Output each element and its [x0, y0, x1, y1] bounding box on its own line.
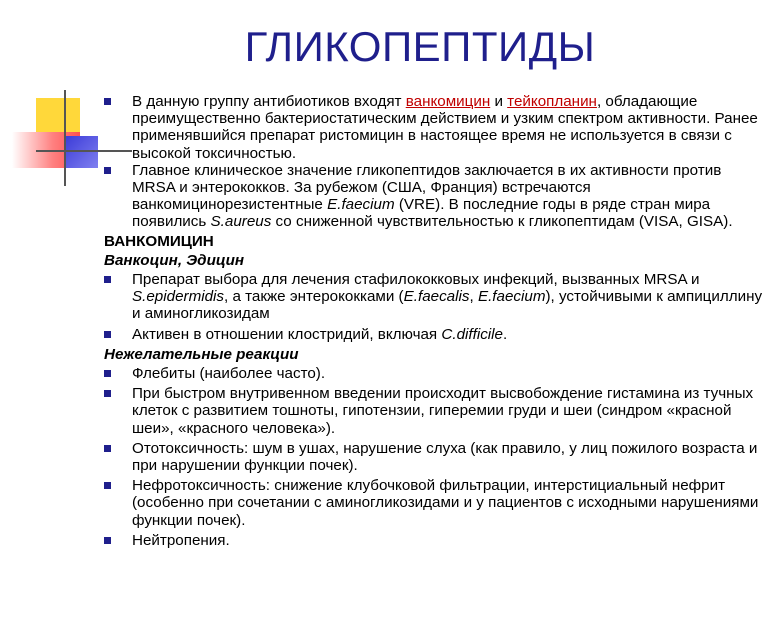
page-title: ГЛИКОПЕПТИДЫ — [244, 23, 596, 70]
list-item-adverse: Ототоксичность: шум в ушах, нарушение слуха (как правило, у лиц пожилого возраста и при нарушении функции почек). — [104, 440, 764, 474]
decor-blue-square — [66, 136, 98, 168]
decor-vertical-line — [64, 90, 66, 186]
bullet-square-icon — [104, 331, 111, 338]
list-item-intro-2: Главное клиническое значение гликопептидов заключается в их активности против MRSA и энтерококков. За рубежом (США, Франция) встречаются ванкомицинорезистентные E.faecium (VRE). В последние годы в ряде стран мира появились S.aureus со сниженной чувствительностью к гликопептидам (VISA, GISA). — [104, 162, 764, 231]
list-item-adverse: При быстром внутривенном введении происходит высвобождение гистамина из тучных клеток с развитием тошноты, гипотензии, гиперемии груди и шеи (синдром «красной шеи», «красного человека»). — [104, 385, 764, 437]
brand-names: Ванкоцин, Эдицин — [104, 251, 245, 269]
bullet-square-icon — [104, 537, 111, 544]
bullet-square-icon — [104, 276, 111, 283]
bullet-square-icon — [104, 445, 111, 452]
list-item-drug-1: Препарат выбора для лечения стафилококковых инфекций, вызванных MRSA и S.epidermidis, а также энтерококками (E.faecalis, E.faecium), устойчивыми к ампициллину и аминогликозидам — [104, 271, 764, 323]
bullet-square-icon — [104, 390, 111, 397]
link-vancomycin[interactable]: ванкомицин — [405, 93, 491, 110]
list-item-adverse: Флебиты (наиболее часто). — [104, 365, 764, 382]
link-teicoplanin[interactable]: тейкопланин — [507, 93, 597, 110]
bullet-square-icon — [104, 482, 111, 489]
list-item-adverse: Нейтропения. — [104, 532, 764, 549]
bullet-square-icon — [104, 98, 111, 105]
bullet-square-icon — [104, 167, 111, 174]
content-body — [104, 93, 764, 549]
section-heading-vancomycin: ВАНКОМИЦИН — [104, 232, 214, 250]
list-item-intro-1: В данную группу антибиотиков входят ванкомицин и тейкопланин, обладающие преимущественно бактериостатическим действием и узким спектром активности. Ранее применявшийся препарат ристомицин в настоящее время не используется в связи с высокой токсичностью. — [104, 93, 764, 162]
list-item-adverse: Нефротоксичность: снижение клубочковой фильтрации, интерстициальный нефрит (особенно при сочетании с аминогликозидами и у пациентов с исходными нарушениями функции почек). — [104, 477, 764, 529]
section-heading-adverse: Нежелательные реакции — [104, 345, 299, 363]
bullet-square-icon — [104, 370, 111, 377]
list-item-drug-2: Активен в отношении клостридий, включая C.difficile. — [104, 326, 764, 343]
